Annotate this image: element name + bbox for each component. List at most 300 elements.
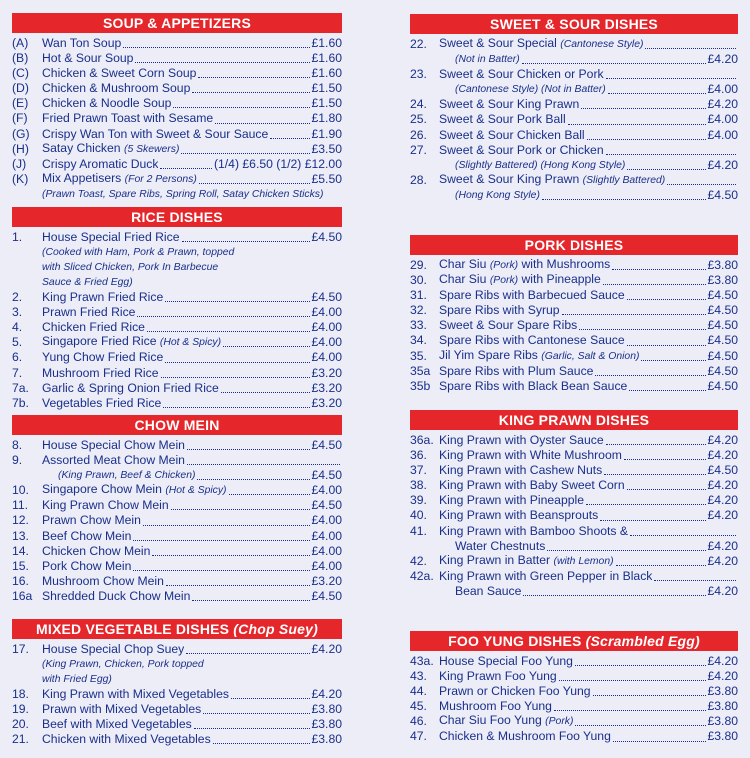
menu-item — [12, 438, 342, 453]
item-description: (King Prawn, Chicken, Pork topped — [42, 659, 204, 671]
item-number: (A) — [12, 36, 29, 50]
item-name — [42, 717, 192, 732]
item-name — [439, 379, 627, 394]
item-description: Sauce & Fried Egg) — [42, 277, 133, 289]
item-note: (Not in Batter) — [455, 54, 520, 66]
item-note: (For 2 Persons) — [124, 173, 197, 185]
item-title: Fried Prawn Toast with Sesame — [42, 111, 214, 126]
item-title: Spare Ribs with Barbecued Sauce — [439, 288, 625, 303]
dot-leader — [608, 93, 706, 94]
item-number: 7b. — [12, 395, 29, 410]
dot-leader — [137, 316, 309, 317]
item-number: (K) — [12, 171, 29, 186]
item-name — [439, 524, 628, 539]
item-number: (J) — [12, 156, 27, 171]
dot-leader — [187, 464, 340, 465]
item-list — [12, 230, 342, 411]
item-name — [439, 569, 652, 584]
item-title: King Prawn with Baby Sweet Corn — [439, 478, 625, 493]
item-title: Singapore Fried Rice — [42, 334, 157, 349]
item-price: £3.80 — [707, 684, 738, 699]
dot-leader — [199, 183, 310, 184]
item-number: 15. — [12, 558, 29, 573]
item-title: King Prawn Foo Yung — [439, 669, 557, 684]
dot-leader — [194, 728, 310, 729]
item-title: Bean Sauce — [455, 583, 522, 598]
item-note: (Pork) — [545, 716, 574, 728]
menu-item — [410, 37, 738, 52]
item-price: £4.20 — [707, 448, 738, 463]
dot-leader — [542, 199, 706, 200]
item-title: Chicken & Noodle Soup — [42, 96, 172, 111]
item-name — [42, 467, 195, 483]
menu-item — [12, 230, 342, 245]
item-price: £4.50 — [707, 348, 738, 363]
item-name — [439, 654, 573, 669]
dot-leader — [667, 184, 736, 185]
item-number: 26. — [410, 127, 427, 142]
item-number: 5. — [12, 335, 23, 350]
item-number: 40. — [410, 508, 427, 523]
dot-leader — [166, 585, 310, 586]
dot-leader — [627, 345, 706, 346]
menu-item — [12, 66, 342, 81]
item-name — [439, 729, 611, 744]
item-price: £4.50 — [707, 187, 738, 202]
item-price: £1.90 — [311, 126, 342, 141]
section-title: RICE DISHES — [131, 209, 223, 225]
item-number: 29. — [410, 258, 427, 272]
menu-item — [410, 273, 738, 288]
item-name — [439, 584, 521, 599]
menu-item — [410, 654, 738, 669]
menu-item — [410, 52, 738, 67]
item-price: £1.60 — [311, 36, 342, 50]
item-price: £4.50 — [311, 498, 342, 513]
menu-item — [12, 350, 342, 365]
item-title: Mushroom Fried Rice — [42, 365, 159, 380]
menu-item — [410, 143, 738, 158]
dot-leader — [586, 504, 706, 505]
item-name — [439, 508, 598, 523]
item-name — [439, 257, 610, 273]
dot-leader — [603, 284, 706, 285]
item-number: 16a — [12, 588, 33, 603]
dot-leader — [221, 392, 310, 393]
dot-leader — [143, 525, 310, 526]
section-header — [410, 631, 738, 651]
item-title: Sweet & Sour Chicken Ball — [439, 127, 585, 142]
item-title: King Prawn with Oyster Sauce — [439, 433, 604, 447]
item-name — [439, 713, 573, 729]
dot-leader — [641, 360, 705, 361]
item-number: 47. — [410, 729, 427, 744]
item-title: Mushroom Chow Mein — [42, 573, 164, 588]
item-price: £1.60 — [311, 51, 342, 66]
menu-item — [410, 478, 738, 493]
menu-item — [410, 508, 738, 523]
dot-leader — [152, 555, 309, 556]
menu-item — [410, 258, 738, 273]
item-title: Spare Ribs with Syrup — [439, 303, 560, 318]
item-title: Sweet & Sour Pork Ball — [439, 112, 566, 127]
menu-item — [410, 188, 738, 203]
dot-leader — [192, 600, 309, 601]
menu-section-chowmein — [12, 415, 342, 604]
item-number: (G) — [12, 126, 30, 141]
item-price: £3.50 — [311, 141, 342, 156]
dot-leader — [579, 329, 705, 330]
menu-item — [12, 51, 342, 66]
item-number: 34. — [410, 333, 427, 348]
item-name — [42, 687, 229, 702]
item-number: 14. — [12, 543, 29, 558]
item-price: £4.20 — [707, 538, 738, 553]
menu-item — [410, 333, 738, 348]
menu-item — [410, 82, 738, 97]
menu-item — [12, 290, 342, 305]
item-note: (Hong Kong Style) — [455, 189, 540, 201]
item-title: Crispy Wan Ton with Sweet & Sour Sauce — [42, 126, 269, 141]
item-title: Jil Yim Spare Ribs — [439, 347, 538, 362]
item-price: £4.00 — [311, 335, 342, 350]
item-price: £4.20 — [707, 433, 738, 447]
item-price: £4.20 — [707, 478, 738, 493]
item-number: 27. — [410, 142, 427, 157]
item-name — [42, 66, 196, 81]
item-price: £3.80 — [707, 729, 738, 744]
item-number: (F) — [12, 111, 28, 126]
dot-leader — [627, 299, 706, 300]
menu-item — [12, 483, 342, 498]
item-price: £4.00 — [311, 528, 342, 543]
item-title: Prawn or Chicken Foo Yung — [439, 684, 591, 699]
item-price: £4.20 — [707, 654, 738, 668]
menu-item — [410, 318, 738, 333]
item-number: 35. — [410, 348, 427, 363]
item-price: £4.20 — [707, 97, 738, 112]
item-name — [42, 141, 179, 157]
menu-item — [410, 303, 738, 318]
menu-item — [410, 379, 738, 394]
section-header — [12, 619, 342, 639]
section-header — [410, 235, 738, 255]
dot-leader — [197, 479, 309, 480]
item-number: 41. — [410, 523, 427, 538]
item-name — [42, 96, 171, 111]
dot-leader — [630, 535, 736, 536]
item-price: £3.20 — [311, 395, 342, 410]
item-name — [439, 448, 622, 463]
dot-leader — [163, 407, 309, 408]
item-number: 19. — [12, 702, 29, 717]
item-name — [439, 187, 540, 203]
item-title: House Special Foo Yung — [439, 654, 573, 668]
item-number: 16. — [12, 573, 29, 588]
item-name — [42, 290, 163, 305]
dot-leader — [613, 741, 706, 742]
item-price: £4.20 — [707, 52, 738, 67]
item-name — [42, 396, 161, 411]
item-number: 35a — [410, 363, 431, 378]
item-name — [439, 348, 639, 364]
menu-item — [12, 127, 342, 142]
item-title: House Special Chow Mein — [42, 438, 185, 452]
item-name — [439, 112, 566, 127]
item-price: £3.80 — [707, 273, 738, 288]
dot-leader — [165, 301, 309, 302]
item-name — [439, 333, 625, 348]
menu-item — [410, 173, 738, 188]
item-number: 36a. — [410, 433, 434, 447]
item-title: Char Siu — [439, 257, 487, 271]
item-number: 45. — [410, 699, 427, 714]
menu-item — [410, 67, 738, 82]
dot-leader — [627, 169, 705, 170]
item-description: with Fried Egg) — [42, 674, 112, 686]
item-title: King Prawn in Batter — [439, 552, 551, 567]
dot-leader — [593, 695, 706, 696]
item-list — [410, 654, 738, 745]
item-note: (Pork) — [489, 260, 519, 271]
item-name — [439, 463, 602, 478]
item-title: Sweet & Sour King Prawn — [439, 171, 580, 186]
item-name — [439, 478, 625, 493]
item-number: (D) — [12, 81, 29, 96]
item-title: Water Chestnuts — [455, 538, 546, 553]
item-name — [42, 513, 141, 528]
menu-section-pork — [410, 235, 738, 394]
item-list — [12, 642, 342, 747]
dot-leader — [559, 680, 706, 681]
section-subtitle: (Scrambled Egg) — [585, 633, 700, 649]
menu-item — [12, 642, 342, 657]
item-note: (Pork) — [489, 275, 519, 287]
item-name — [439, 433, 604, 448]
dot-leader — [575, 725, 705, 726]
item-name — [42, 127, 268, 142]
item-description: (Cooked with Ham, Pork & Prawn, topped — [42, 247, 235, 259]
item-title: Chicken & Mushroom Soup — [42, 81, 191, 96]
menu-item — [410, 448, 738, 463]
item-title: King Prawn with Green Pepper in Black — [439, 568, 653, 583]
dot-leader — [171, 509, 310, 510]
section-header — [12, 13, 342, 33]
item-number: 39. — [410, 493, 427, 508]
menu-item — [12, 320, 342, 335]
item-title: Beef with Mixed Vegetables — [42, 717, 192, 732]
item-name — [439, 81, 606, 97]
item-name — [42, 366, 159, 381]
item-number: 23. — [410, 67, 427, 82]
item-number: 4. — [12, 320, 23, 335]
item-number: 21. — [12, 732, 29, 747]
dot-leader — [568, 124, 706, 125]
item-number: 2. — [12, 290, 23, 305]
item-name — [42, 438, 185, 453]
item-note: (5 Skewers) — [123, 143, 180, 155]
dot-leader — [587, 139, 706, 140]
item-price: £1.60 — [311, 66, 342, 81]
dot-leader — [595, 375, 705, 376]
item-list — [12, 438, 342, 604]
dot-leader — [581, 108, 705, 109]
item-title: Char Siu — [439, 272, 487, 287]
item-title: Beef Chow Mein — [42, 528, 132, 543]
item-title: Sweet & Sour King Prawn — [439, 97, 580, 112]
dot-leader — [223, 346, 309, 347]
section-title: SOUP & APPETIZERS — [102, 15, 252, 31]
menu-item — [410, 433, 738, 448]
item-number: 44. — [410, 684, 427, 699]
dot-leader — [547, 550, 705, 551]
item-number: 24. — [410, 97, 427, 112]
menu-item — [12, 111, 342, 126]
item-title: King Prawn with Beansprouts — [439, 508, 599, 523]
item-name — [439, 128, 585, 143]
menu-item — [410, 554, 738, 569]
item-number: 32. — [410, 303, 427, 318]
section-header — [410, 14, 738, 34]
dot-leader — [606, 78, 736, 79]
item-price: £4.50 — [311, 290, 342, 305]
item-list — [410, 37, 738, 203]
item-title: Sweet & Sour Special — [439, 36, 557, 50]
item-price: £4.00 — [311, 483, 342, 498]
dot-leader — [165, 362, 309, 363]
dot-leader — [133, 570, 309, 571]
dot-leader — [604, 474, 705, 475]
menu-section-rice — [12, 207, 342, 411]
item-price: £4.20 — [707, 669, 738, 684]
item-number: 33. — [410, 318, 427, 333]
item-number: 9. — [12, 453, 23, 468]
item-number: 1. — [12, 230, 23, 244]
item-name — [42, 529, 131, 544]
item-note: (Hot & Spicy) — [165, 485, 227, 497]
menu-item — [410, 112, 738, 127]
item-name — [42, 574, 164, 589]
menu-item — [410, 158, 738, 173]
item-price: £4.50 — [707, 363, 738, 378]
item-price: £5.50 — [311, 171, 342, 186]
item-number: 43a. — [410, 654, 434, 668]
item-title: King Prawn Fried Rice — [42, 290, 164, 305]
item-title: Spare Ribs with Black Bean Sauce — [439, 378, 628, 393]
dot-leader — [575, 665, 706, 666]
item-name — [42, 51, 133, 66]
item-price: £4.20 — [707, 583, 738, 598]
item-name — [42, 732, 211, 747]
dot-leader — [215, 123, 309, 124]
item-name — [42, 589, 190, 604]
item-price: £4.00 — [311, 320, 342, 335]
section-title: CHOW MEIN — [134, 417, 220, 433]
menu-item — [12, 36, 342, 51]
dot-leader — [182, 241, 310, 242]
item-price: £3.20 — [311, 365, 342, 380]
item-price: £4.20 — [707, 157, 738, 172]
item-title: Singapore Chow Mein — [42, 482, 162, 497]
item-name — [42, 381, 219, 396]
item-price: £3.80 — [707, 258, 738, 272]
dot-leader — [612, 269, 705, 270]
item-name — [439, 553, 614, 569]
menu-item — [12, 157, 342, 172]
dot-leader — [624, 459, 706, 460]
item-name — [42, 36, 121, 51]
menu-item — [12, 172, 342, 187]
section-header — [12, 415, 342, 435]
item-note: (with Lemon) — [553, 555, 614, 567]
dot-leader — [231, 698, 310, 699]
item-price: £3.20 — [311, 380, 342, 395]
menu-item — [12, 687, 342, 702]
item-number: 42. — [410, 553, 427, 568]
section-title: KING PRAWN DISHES — [498, 412, 650, 428]
item-price: £3.80 — [311, 717, 342, 732]
item-note: (King Prawn, Beef & Chicken) — [58, 470, 196, 482]
item-note: (Cantonese Style) (Not in Batter) — [455, 84, 606, 96]
item-price: £4.00 — [707, 82, 738, 97]
item-description: (Prawn Toast, Spare Ribs, Spring Roll, Satay Chicken Sticks) — [42, 188, 324, 200]
item-price: £4.50 — [707, 288, 738, 303]
item-note: (Slightly Battered) (Hong Kong Style) — [455, 159, 626, 171]
menu-item — [12, 305, 342, 320]
item-title: Satay Chicken — [42, 140, 121, 155]
item-name — [439, 143, 604, 158]
dot-leader — [554, 710, 706, 711]
item-number: 18. — [12, 687, 29, 702]
menu-item — [410, 714, 738, 729]
item-name — [42, 157, 158, 172]
item-title: Spare Ribs with Cantonese Sauce — [439, 333, 625, 348]
section-subtitle: (Chop Suey) — [233, 621, 318, 637]
item-name — [439, 36, 643, 52]
item-name — [42, 453, 185, 468]
section-header — [410, 410, 738, 430]
item-price: £4.00 — [311, 558, 342, 573]
item-title: Prawn Chow Mein — [42, 513, 141, 528]
menu-item — [12, 498, 342, 513]
item-note: (Hot & Spicy) — [159, 337, 222, 349]
menu-item — [410, 684, 738, 699]
item-number: 12. — [12, 513, 29, 528]
item-name — [439, 669, 557, 684]
item-title: King Prawn with Pineapple — [439, 493, 584, 508]
item-title: Sweet & Sour Pork or Chicken — [439, 142, 604, 157]
item-name — [42, 81, 190, 96]
dot-leader — [523, 595, 705, 596]
item-name — [439, 303, 560, 318]
item-title: Hot & Sour Soup — [42, 51, 134, 66]
menu-section-fooyung — [410, 631, 738, 745]
dot-leader — [133, 540, 309, 541]
dot-leader — [270, 138, 309, 139]
item-number: 13. — [12, 528, 29, 543]
item-title: Yung Chow Fried Rice — [42, 350, 164, 365]
item-price: £4.20 — [311, 687, 342, 702]
section-header — [12, 207, 342, 227]
menu-item — [12, 81, 342, 96]
item-name — [439, 67, 604, 82]
dot-leader — [147, 331, 310, 332]
item-name — [439, 364, 593, 379]
item-price: £4.20 — [707, 553, 738, 568]
dot-leader — [629, 390, 705, 391]
menu-item — [410, 584, 738, 599]
item-name — [42, 642, 184, 657]
